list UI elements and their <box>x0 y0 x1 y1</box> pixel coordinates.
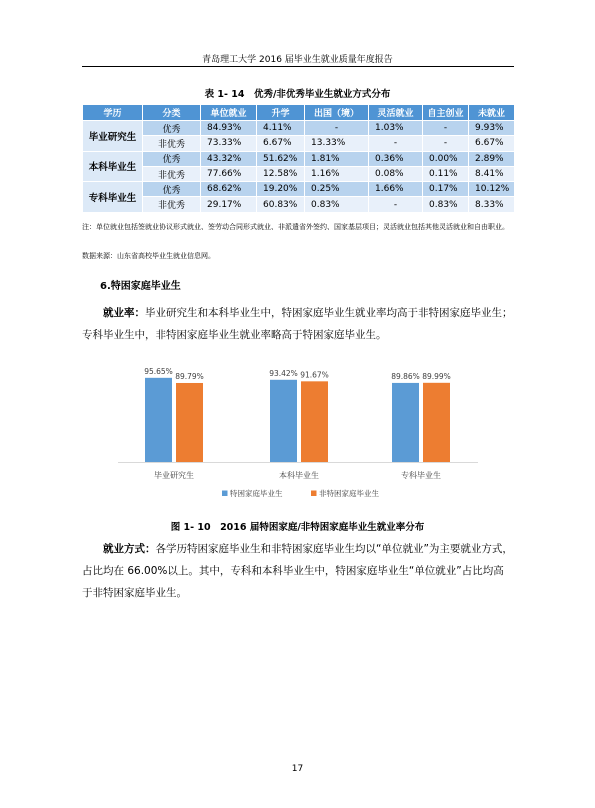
chart-legend-label: 特困家庭毕业生 <box>230 489 283 498</box>
table-row <box>83 197 515 212</box>
table-row <box>83 182 515 197</box>
value-cell: 0.08% <box>369 166 423 181</box>
header-divider <box>82 66 514 67</box>
table-header-cell: 升学 <box>257 105 305 121</box>
table-row <box>83 166 515 181</box>
table-header-cell: 灵活就业 <box>369 105 423 121</box>
employment-mode-paragraph <box>82 538 514 604</box>
table-row <box>83 136 515 151</box>
value-cell: 60.83% <box>257 197 305 212</box>
value-cell: 0.00% <box>423 151 469 166</box>
table-row <box>83 121 515 136</box>
value-cell: - <box>423 136 469 151</box>
category-cell: 优秀 <box>143 151 201 166</box>
value-cell: 12.58% <box>257 166 305 181</box>
value-cell: 0.83% <box>423 197 469 212</box>
value-cell: 6.67% <box>469 136 515 151</box>
value-cell: 1.81% <box>305 151 369 166</box>
education-level-cell: 毕业研究生 <box>83 121 143 152</box>
chart-data-label: 89.99% <box>422 371 451 381</box>
chart-category-label: 本科毕业生 <box>279 471 319 480</box>
value-cell: 2.89% <box>469 151 515 166</box>
paragraph-body: 毕业研究生和本科毕业生中，特困家庭毕业生就业率均高于非特困家庭毕业生；专科毕业生中，非特困家庭毕业生就业率略高于特困家庭毕业生。 <box>82 307 513 341</box>
table-header-cell: 学历 <box>83 105 143 121</box>
section-heading: 6.特困家庭毕业生 <box>100 281 181 292</box>
value-cell: - <box>369 136 423 151</box>
table-header-cell: 未就业 <box>469 105 515 121</box>
chart-data-label: 89.79% <box>175 371 204 381</box>
value-cell: - <box>423 121 469 136</box>
report-header-title: 青岛理工大学 2016 届毕业生就业质量年度报告 <box>202 55 393 65</box>
category-cell: 非优秀 <box>143 166 201 181</box>
table-caption: 表 1- 14 优秀/非优秀毕业生就业方式分布 <box>204 89 391 100</box>
table-note: 注：单位就业包括签就业协议形式就业、签劳动合同形式就业、非派遣省外签约、国家基层项目；灵活就业包括其他灵活就业和自由职业。 <box>82 223 509 231</box>
table-header-row <box>83 105 515 121</box>
value-cell: 10.12% <box>469 182 515 197</box>
category-cell: 优秀 <box>143 121 201 136</box>
value-cell: 0.17% <box>423 182 469 197</box>
value-cell: 43.32% <box>201 151 257 166</box>
education-level-cell: 专科毕业生 <box>83 182 143 213</box>
value-cell: 29.17% <box>201 197 257 212</box>
page-number: 17 <box>291 764 304 774</box>
category-cell: 非优秀 <box>143 136 201 151</box>
value-cell: 68.62% <box>201 182 257 197</box>
figure-caption: 图 1- 10 2016 届特困家庭/非特困家庭毕业生就业率分布 <box>170 522 425 533</box>
paragraph-body: 各学历特困家庭毕业生和非特困家庭毕业生均以“单位就业”为主要就业方式，占比均在 66.00%以上。其中，专科和本科毕业生中，特困家庭毕业生“单位就业”占比均高于非特困家庭毕业生。 <box>82 543 513 599</box>
table-header-cell: 分类 <box>143 105 201 121</box>
table-body <box>83 121 515 213</box>
chart-category-label: 专科毕业生 <box>401 471 441 480</box>
chart-legend-label: 非特困家庭毕业生 <box>319 489 379 498</box>
table-row <box>83 151 515 166</box>
chart-data-label: 89.86% <box>391 371 420 381</box>
employment-table <box>82 104 515 213</box>
value-cell: 4.11% <box>257 121 305 136</box>
data-source-note: 数据来源：山东省高校毕业生就业信息网。 <box>82 252 215 260</box>
education-level-cell: 本科毕业生 <box>83 151 143 182</box>
chart-legend-swatch <box>222 491 228 497</box>
paragraph-lead: 就业方式： <box>103 543 156 555</box>
value-cell: 9.93% <box>469 121 515 136</box>
value-cell: 13.33% <box>305 136 369 151</box>
value-cell: 0.36% <box>369 151 423 166</box>
value-cell: 8.33% <box>469 197 515 212</box>
chart-data-label: 95.65% <box>144 366 173 376</box>
employment-rate-paragraph <box>82 302 514 346</box>
value-cell: 84.93% <box>201 121 257 136</box>
value-cell: 0.25% <box>305 182 369 197</box>
value-cell: 77.66% <box>201 166 257 181</box>
chart-bar <box>423 383 450 462</box>
value-cell: - <box>305 121 369 136</box>
value-cell: 8.41% <box>469 166 515 181</box>
chart-bar <box>270 380 297 462</box>
value-cell: 51.62% <box>257 151 305 166</box>
chart-bar <box>392 383 419 462</box>
value-cell: 19.20% <box>257 182 305 197</box>
chart-data-label: 93.42% <box>269 368 298 378</box>
value-cell: 0.11% <box>423 166 469 181</box>
value-cell: - <box>369 197 423 212</box>
value-cell: 1.66% <box>369 182 423 197</box>
chart-category-label: 毕业研究生 <box>154 471 194 480</box>
table-header-cell: 出国（境） <box>305 105 369 121</box>
value-cell: 1.16% <box>305 166 369 181</box>
value-cell: 6.67% <box>257 136 305 151</box>
category-cell: 优秀 <box>143 182 201 197</box>
chart-bar <box>145 378 172 462</box>
value-cell: 1.03% <box>369 121 423 136</box>
employment-rate-chart <box>118 356 478 508</box>
chart-data-label: 91.67% <box>300 370 329 380</box>
chart-bar <box>301 381 328 462</box>
chart-bar <box>176 383 203 462</box>
paragraph-lead: 就业率： <box>103 307 145 319</box>
value-cell: 73.33% <box>201 136 257 151</box>
chart-legend-swatch <box>311 491 317 497</box>
value-cell: 0.83% <box>305 197 369 212</box>
table-header-cell: 单位就业 <box>201 105 257 121</box>
category-cell: 非优秀 <box>143 197 201 212</box>
table-header-cell: 自主创业 <box>423 105 469 121</box>
